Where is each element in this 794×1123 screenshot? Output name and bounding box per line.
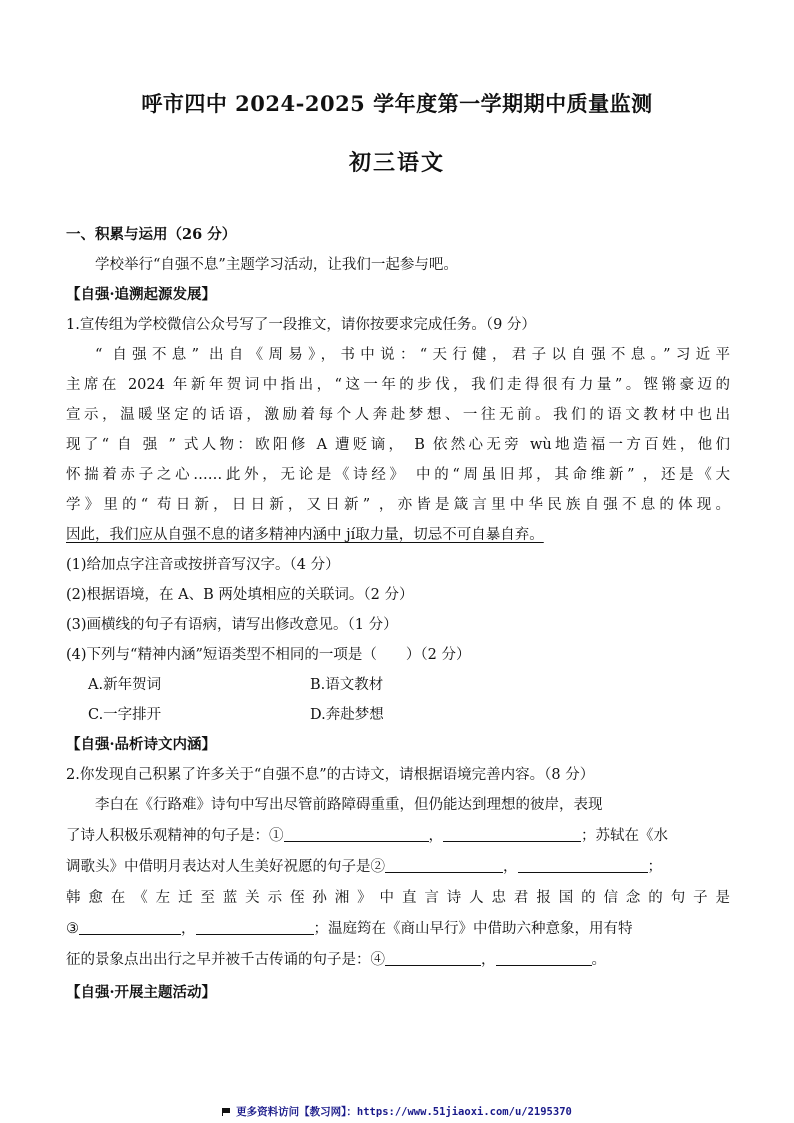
passage-line: 学》里的“ 苟日新，日日新，又日新” ，亦皆是箴言里中华民族自强不息的体现。 bbox=[66, 497, 730, 513]
footer-link[interactable]: 更多资料访问【教习网】：https://www.51jiaoxi.com/u/2195370 bbox=[236, 1106, 572, 1118]
answer-blank-2a[interactable] bbox=[385, 854, 503, 873]
passage-line: 宣示，温暖坚定的话语，激励着每个人奔赴梦想、一往无前。我们的语文教材中也出 bbox=[66, 407, 730, 423]
option-a: A.新年贺词 bbox=[88, 677, 162, 693]
topic-tag-activity: 【自强·开展主题活动】 bbox=[66, 984, 217, 1001]
option-c: C.一字排开 bbox=[88, 707, 162, 723]
subquestion-2: (2)根据语境，在 A、B 两处填相应的关联词。（2 分） bbox=[66, 587, 414, 603]
answer-blank-1a[interactable] bbox=[284, 823, 429, 842]
question-2-stem: 2.你发现自己积累了许多关于“自强不息”的古诗文，请根据语境完善内容。（8 分） bbox=[66, 767, 595, 783]
poetry-line: 了诗人积极乐观精神的句子是：① ， ；苏轼在《水 bbox=[66, 821, 730, 852]
answer-blank-3a[interactable] bbox=[79, 916, 181, 935]
exam-content bbox=[66, 220, 730, 1008]
underlined-sentence: 因此，我们应从自强不息的诸多精神内涵中 jí取力量，切忌不可自暴自弃。 bbox=[66, 527, 544, 543]
footer[interactable] bbox=[0, 1104, 794, 1119]
topic-tag-origin: 【自强·追溯起源发展】 bbox=[66, 286, 217, 303]
passage-line: “ 自强不息” 出自《周易》，书中说：“天行健，君子以自强不息。”习近平 bbox=[95, 347, 730, 363]
poetry-line: ③ ， ；温庭筠在《商山早行》中借助六种意象，用有特 bbox=[66, 914, 730, 945]
options-row bbox=[66, 700, 730, 730]
exam-title: 呼市四中 2024-2025 学年度第一学期期中质量监测 bbox=[141, 91, 653, 116]
poetry-line: 韩 愈 在 《 左 迁 至 蓝 关 示 侄 孙 湘 》 中 直 言 诗 人 忠 君 报 国 的 信 念 的 句 子 是 bbox=[66, 890, 730, 906]
topic-tag-poetry: 【自强·品析诗文内涵】 bbox=[66, 736, 217, 753]
subquestion-1: (1)给加点字注音或按拼音写汉字。（4 分） bbox=[66, 557, 340, 573]
passage-line: 怀揣着赤子之心……此外，无论是《诗经》 中的“周虽旧邦，其命维新” ，还是《大 bbox=[66, 467, 730, 483]
answer-blank-4a[interactable] bbox=[385, 947, 481, 966]
section-heading: 一、积累与运用（26 分） bbox=[66, 226, 237, 243]
option-d: D.奔赴梦想 bbox=[310, 707, 384, 723]
exam-subtitle: 初三语文 bbox=[348, 150, 445, 176]
subquestion-4: (4)下列与“精神内涵”短语类型不相同的一项是（ ）（2 分） bbox=[66, 647, 471, 663]
answer-blank-3b[interactable] bbox=[196, 916, 314, 935]
flag-icon bbox=[222, 1108, 232, 1116]
subquestion-3: (3)画横线的句子有语病，请写出修改意见。（1 分） bbox=[66, 617, 398, 633]
question-2-body bbox=[66, 790, 730, 976]
answer-blank-1b[interactable] bbox=[443, 823, 581, 842]
poetry-line: 征的景象点出出行之早并被千古传诵的句子是：④ ， 。 bbox=[66, 945, 730, 976]
section-intro: 学校举行“自强不息”主题学习活动，让我们一起参与吧。 bbox=[95, 257, 458, 273]
question-1-stem: 1.宣传组为学校微信公众号写了一段推文，请你按要求完成任务。（9 分） bbox=[66, 317, 536, 333]
passage-line: 现了“ 自 强 ” 式人物：欧阳修 A 遭贬谪， B 依然心无旁 wù地造福一方百姓，他们 bbox=[66, 437, 730, 453]
option-b: B.语文教材 bbox=[310, 677, 384, 693]
answer-blank-2b[interactable] bbox=[518, 854, 648, 873]
options-row bbox=[66, 670, 730, 700]
answer-blank-4b[interactable] bbox=[496, 947, 592, 966]
poetry-line: 李白在《行路难》诗句中写出尽管前路障碍重重，但仍能达到理想的彼岸，表现 bbox=[95, 797, 603, 813]
poetry-line: 调歌头》中借明月表达对人生美好祝愿的句子是② ， ； bbox=[66, 852, 730, 883]
passage-line: 主席在 2024 年新年贺词中指出，“这一年的步伐，我们走得很有力量”。铿锵豪迈的 bbox=[66, 377, 730, 393]
